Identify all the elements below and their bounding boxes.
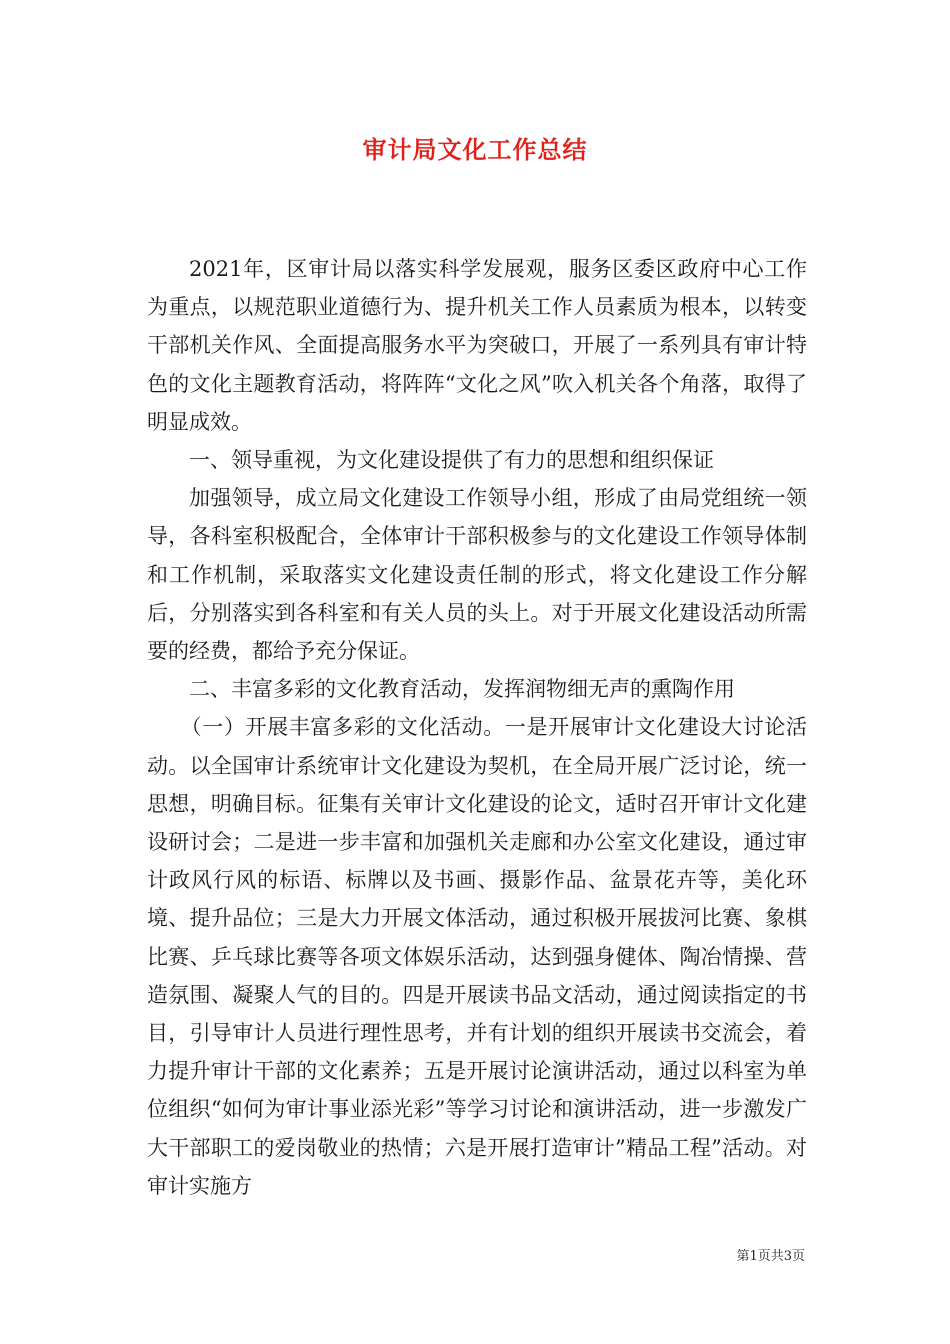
section-heading-2: 二、丰富多彩的文化教育活动，发挥润物细无声的熏陶作用 — [189, 677, 735, 702]
document-title: 审计局文化工作总结 — [362, 135, 588, 164]
document-body — [147, 250, 807, 1205]
page-number: 第1页共3页 — [736, 1249, 805, 1264]
intro-paragraph: 2021年，区审计局以落实科学发展观，服务区委区政府中心工作为重点，以规范职业道德行为、提升机关工作人员素质为根本，以转变干部机关作风、全面提高服务水平为突破口，开展了一系列具有审计特色的文化主题教育活动，将阵阵“文化之风”吹入机关各个角落，取得了明显成效。 — [147, 257, 807, 434]
section-1-paragraph: 加强领导，成立局文化建设工作领导小组，形成了由局党组统一领导，各科室积极配合，全体审计干部积极参与的文化建设工作领导体制和工作机制，采取落实文化建设责任制的形式，将文化建设工作分解后，分别落实到各科室和有关人员的头上。对于开展文化建设活动所需要的经费，都给予充分保证。 — [147, 486, 807, 664]
section-2-paragraph: （一）开展丰富多彩的文化活动。一是开展审计文化建设大讨论活动。以全国审计系统审计文化建设为契机，在全局开展广泛讨论，统一思想，明确目标。征集有关审计文化建设的论文，适时召开审计文化建设研讨会；二是进一步丰富和加强机关走廊和办公室文化建设，通过审计政风行风的标语、标牌以及书画、摄影作品、盆景花卉等，美化环境、提升品位；三是大力开展文体活动，通过积极开展拔河比赛、象棋比赛、乒乓球比赛等各项文体娱乐活动，达到强身健体、陶冶情操、营造氛围、凝聚人气的目的。四是开展读书品文活动，通过阅读指定的书目，引导审计人员进行理性思考，并有计划的组织开展读书交流会，着力提升审计干部的文化素养；五是开展讨论演讲活动，通过以科室为单位组织“如何为审计事业添光彩”等学习讨论和演讲活动，进一步激发广大干部职工的爱岗敬业的热情；六是开展打造审计”精品工程”活动。对审计实施方 — [147, 715, 807, 1198]
section-heading-1: 一、领导重视，为文化建设提供了有力的思想和组织保证 — [189, 448, 714, 473]
